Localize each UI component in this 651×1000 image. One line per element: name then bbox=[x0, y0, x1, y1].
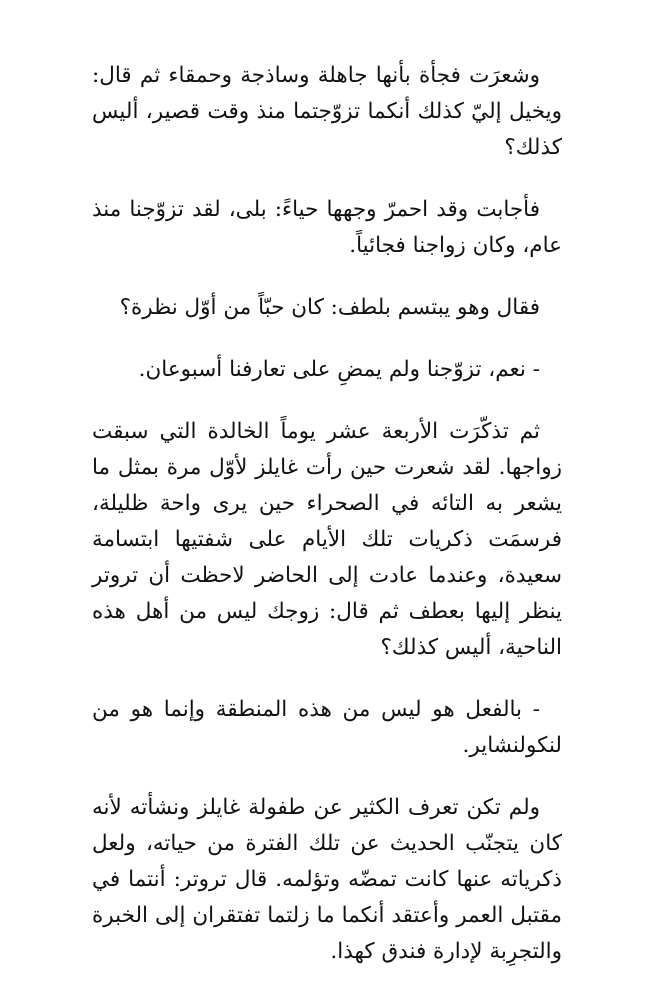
paragraph-6-dialogue: - بالفعل هو ليس من هذه المنطقة وإنما هو من لنكولنشاير. bbox=[92, 697, 562, 758]
book-page bbox=[92, 58, 562, 970]
paragraph-4-dialogue: - نعم، تزوّجنا ولم يمضِ على تعارفنا أسبوعان. bbox=[138, 357, 540, 382]
paragraph-2: فأجابت وقد احمرّ وجهها حياءً: بلى، لقد تزوّجنا منذ عام، وكان زواجنا فجائياً. bbox=[92, 197, 562, 258]
paragraph-7: ولم تكن تعرف الكثير عن طفولة غايلز ونشأته لأنه كان يتجنّب الحديث عن تلك الفترة من حياته، ولعل ذكرياته عنها كانت تمضّه وتؤلمه. قال تروتر: أنتما في مقتبل العمر وأعتقد أنكما ما زلتما تفتقران إلى الخبرة والتجرِبة لإدارة فندق كهذا. bbox=[92, 795, 562, 964]
paragraph-1: وشعرَت فجأة بأنها جاهلة وساذجة وحمقاء ثم قال: ويخيل إليّ كذلك أنكما تزوّجتما منذ وقت قصير، أليس كذلك؟ bbox=[92, 63, 562, 160]
paragraph-3: فقال وهو يبتسم بلطف: كان حبّاً من أوّل نظرة؟ bbox=[119, 295, 540, 320]
paragraph-5: ثم تذكّرَت الأربعة عشر يوماً الخالدة التي سبقت زواجها. لقد شعرت حين رأت غايلز لأوّل مرة بمثل ما يشعر به التائه في الصحراء حين يرى واحة ظليلة، فرسمَت ذكريات تلك الأيام على شفتيها ابتسامة سعيدة، وعندما عادت إلى الحاضر لاحظت أن تروتر ينظر إليها بعطف ثم قال: زوجك ليس من أهل هذه الناحية، أليس كذلك؟ bbox=[92, 419, 562, 660]
